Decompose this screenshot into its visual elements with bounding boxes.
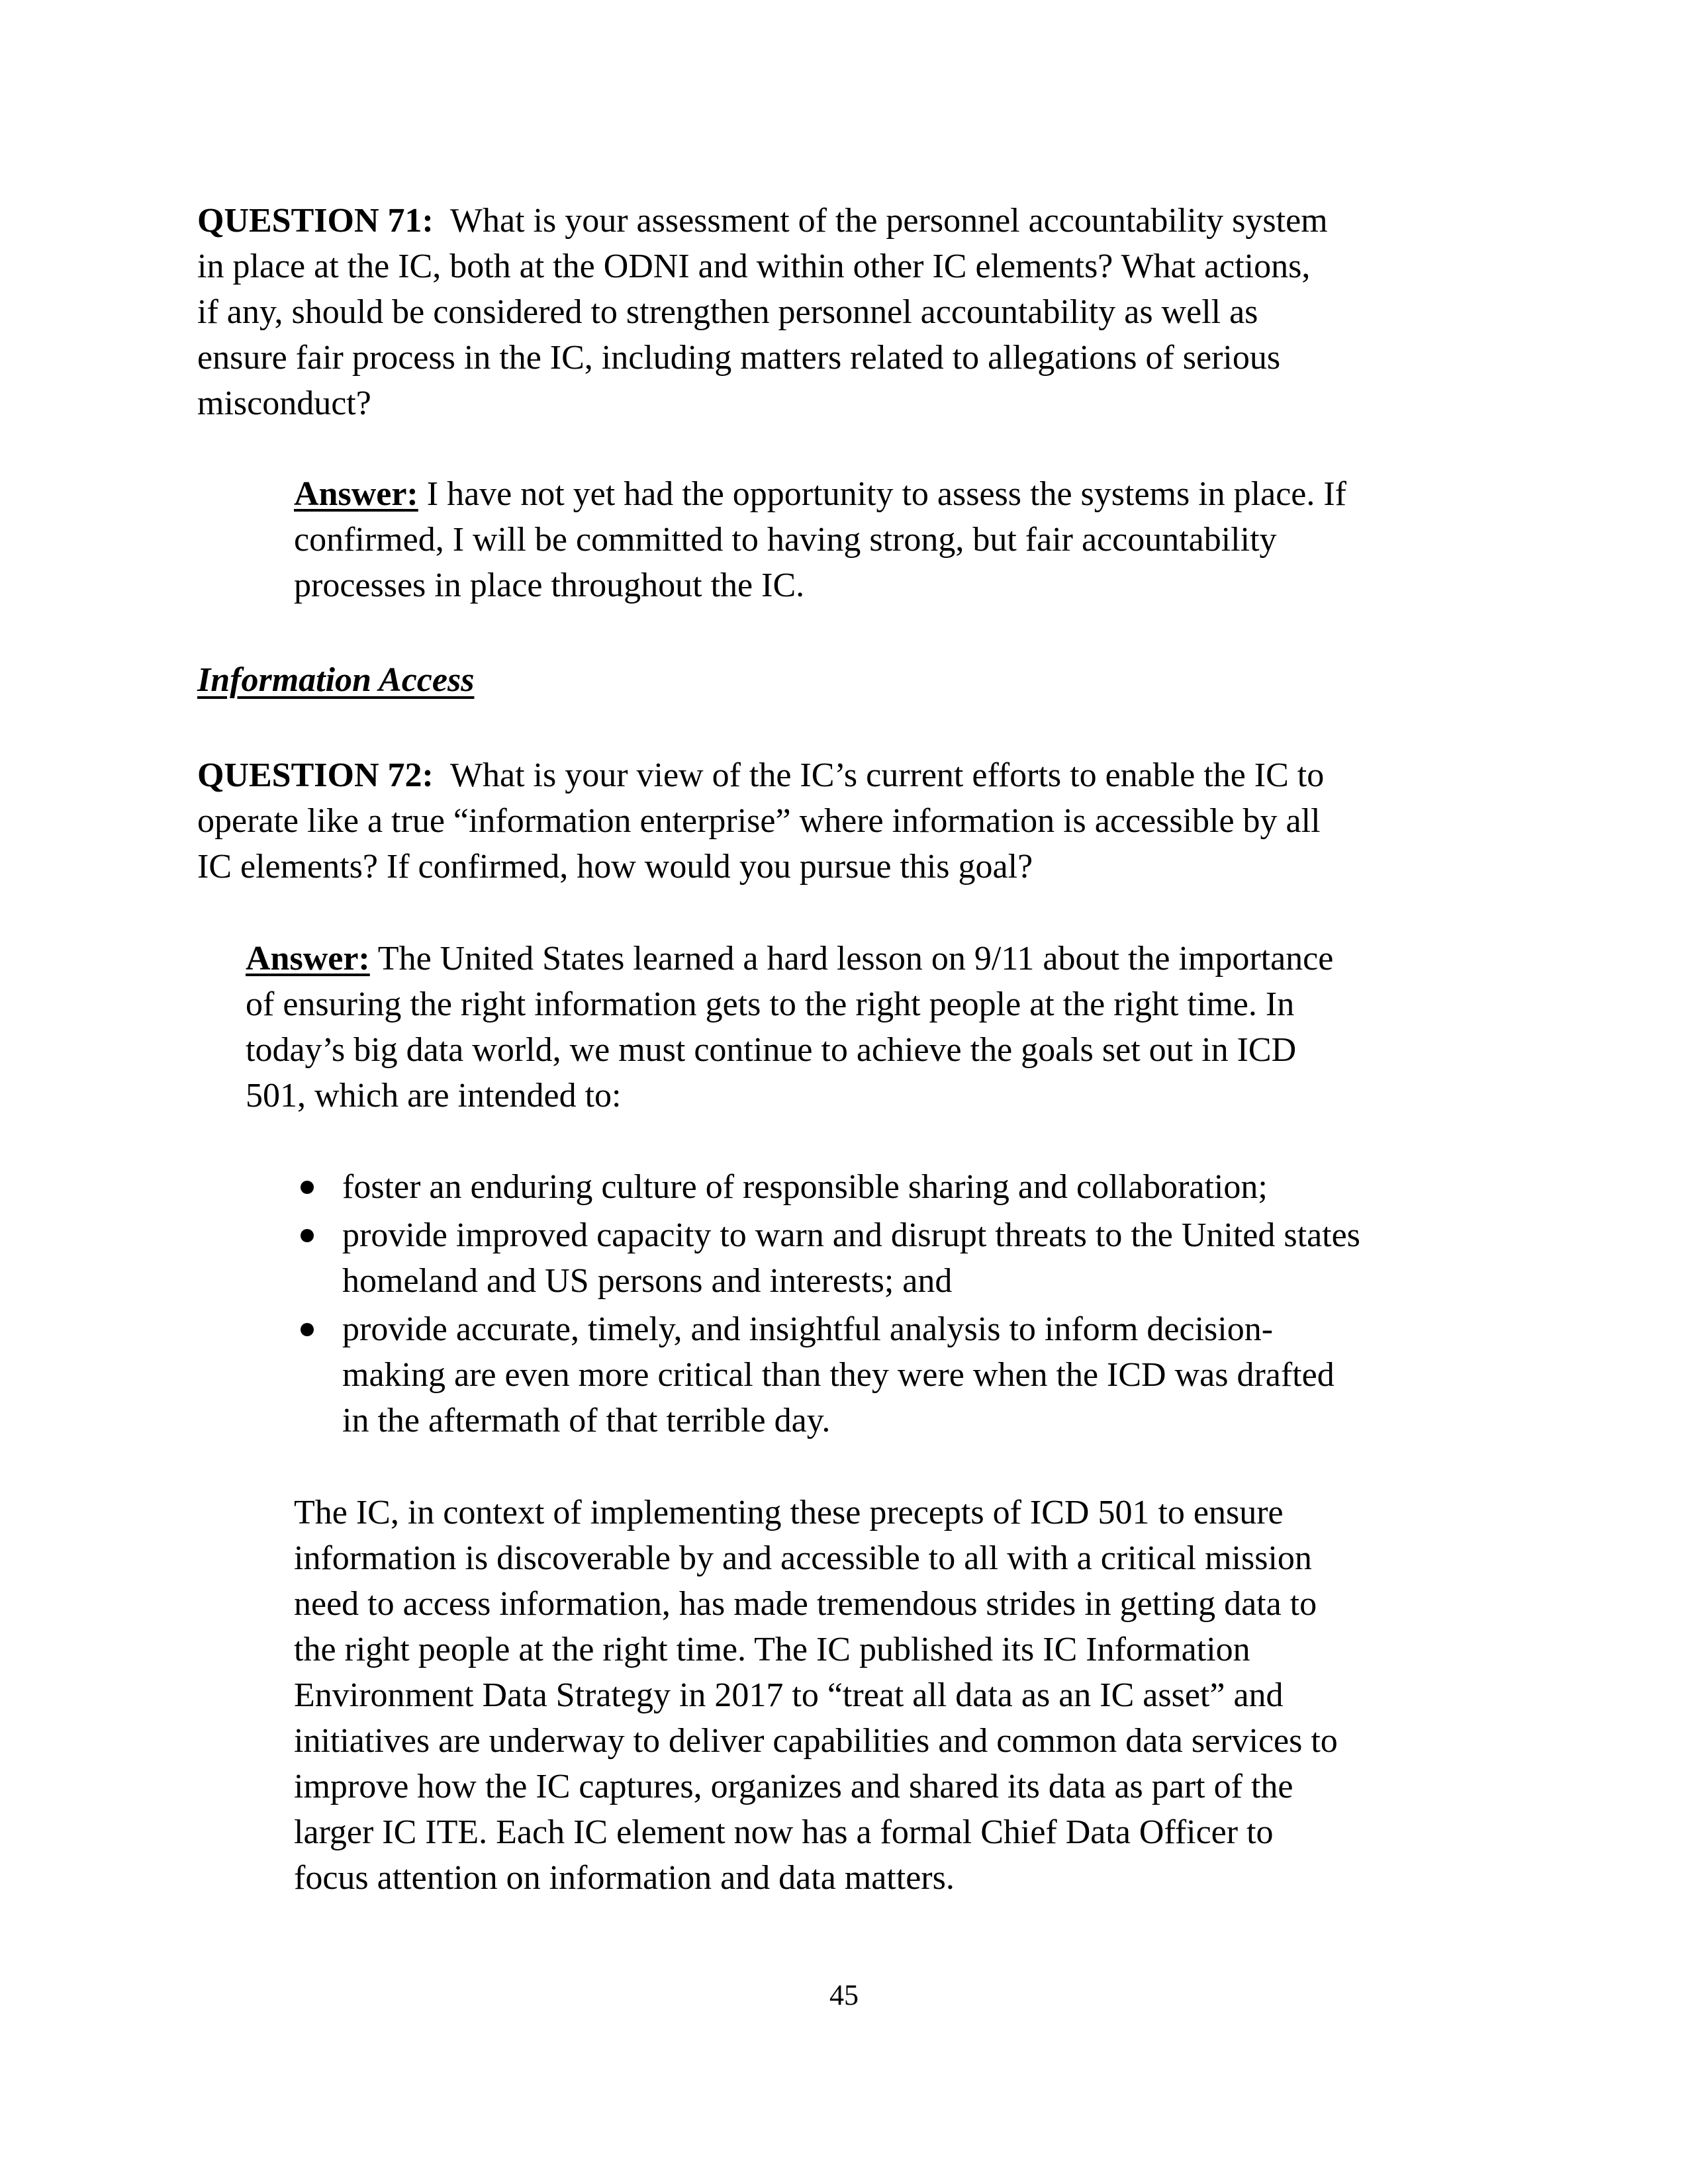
paragraph-line: The IC, in context of implementing these precepts of ICD 501 to ensure	[294, 1494, 1284, 1531]
paragraph-line: improve how the IC captures, organizes and shared its data as part of the	[294, 1768, 1293, 1805]
answer-line: processes in place throughout the IC.	[294, 567, 805, 604]
paragraph-line: need to access information, has made tremendous strides in getting data to	[294, 1585, 1317, 1623]
answer-line: 501, which are intended to:	[246, 1077, 622, 1115]
question-line: QUESTION 72: What is your view of the IC’s current efforts to enable the IC to	[197, 756, 1325, 794]
bullet-icon	[301, 1323, 314, 1336]
answer-71	[294, 471, 1479, 608]
question-line: operate like a true “information enterprise” where information is accessible by all	[197, 802, 1321, 840]
question-line: QUESTION 71: What is your assessment of the personnel accountability system	[197, 202, 1328, 240]
question-line: ensure fair process in the IC, including matters related to allegations of serious	[197, 339, 1281, 377]
answer-line: Answer: I have not yet had the opportunity to assess the systems in place. If	[294, 475, 1346, 513]
answer-72-intro	[246, 936, 1483, 1118]
bullet-item: provide accurate, timely, and insightful analysis to inform decision-	[301, 1306, 1492, 1352]
bullet-item-continuation: making are even more critical than they were when the ICD was drafted	[342, 1356, 1335, 1394]
answer-line: of ensuring the right information gets to the right people at the right time. In	[246, 985, 1295, 1023]
bullet-item-continuation: homeland and US persons and interests; and	[342, 1262, 953, 1300]
bullet-list	[301, 1164, 1492, 1443]
question-71	[197, 198, 1475, 426]
question-line: in place at the IC, both at the ODNI and within other IC elements? What actions,	[197, 248, 1311, 285]
question-line: IC elements? If confirmed, how would you pursue this goal?	[197, 848, 1033, 886]
question-label: QUESTION 71:	[197, 202, 434, 240]
bullet-item-continuation: in the aftermath of that terrible day.	[342, 1402, 831, 1439]
section-heading: Information Access	[197, 661, 475, 699]
answer-label: Answer:	[294, 475, 418, 513]
paragraph-line: information is discoverable by and accessible to all with a critical mission	[294, 1539, 1312, 1577]
paragraph-line: Environment Data Strategy in 2017 to “treat all data as an IC asset” and	[294, 1676, 1284, 1714]
paragraph-line: larger IC ITE. Each IC element now has a formal Chief Data Officer to	[294, 1813, 1274, 1851]
paragraph-line: the right people at the right time. The IC published its IC Information	[294, 1631, 1250, 1668]
answer-line: confirmed, I will be committed to having strong, but fair accountability	[294, 521, 1277, 559]
paragraph-line: initiatives are underway to deliver capabilities and common data services to	[294, 1722, 1338, 1760]
question-label: QUESTION 72:	[197, 756, 434, 794]
answer-line: Answer: The United States learned a hard lesson on 9/11 about the importance	[246, 940, 1334, 978]
answer-72-paragraph	[294, 1490, 1485, 1901]
bullet-icon	[301, 1229, 314, 1242]
bullet-icon	[301, 1181, 314, 1194]
bullet-item: foster an enduring culture of responsible sharing and collaboration;	[301, 1164, 1492, 1210]
answer-line: today’s big data world, we must continue to achieve the goals set out in ICD	[246, 1031, 1297, 1069]
question-line: misconduct?	[197, 385, 371, 422]
answer-label: Answer:	[246, 940, 370, 978]
paragraph-line: focus attention on information and data matters.	[294, 1859, 955, 1897]
page-number: 45	[829, 1979, 859, 2011]
bullet-item: provide improved capacity to warn and disrupt threats to the United states	[301, 1212, 1492, 1258]
question-line: if any, should be considered to strengthen personnel accountability as well as	[197, 293, 1258, 331]
question-72	[197, 752, 1475, 889]
